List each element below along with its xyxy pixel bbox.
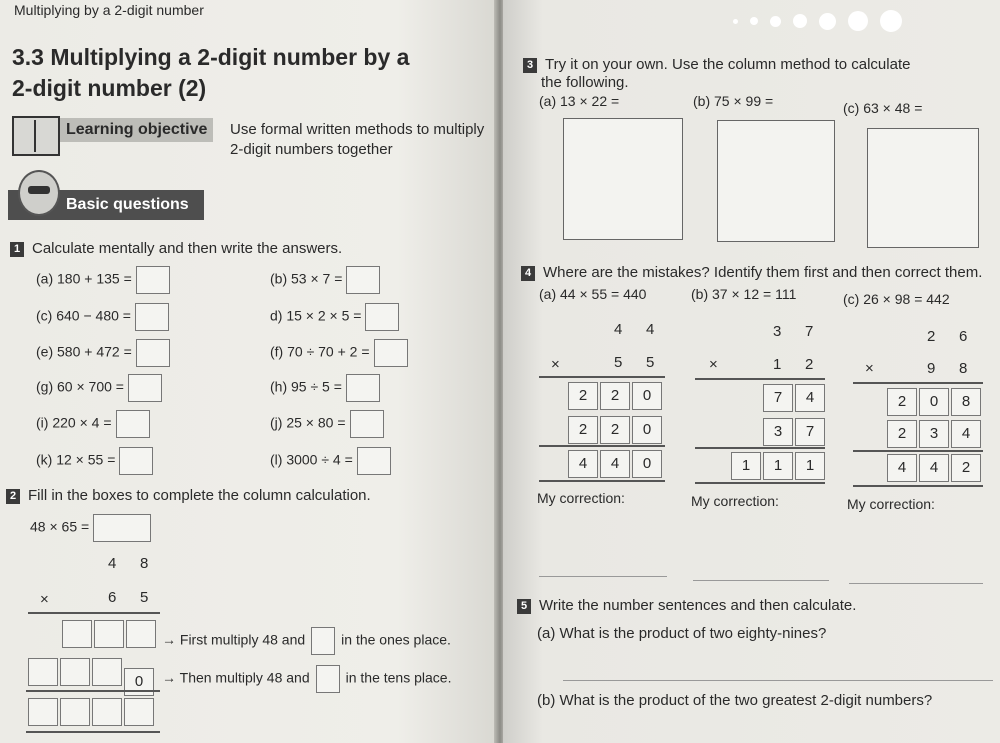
item-expr: 95 ÷ 5 =	[291, 378, 342, 395]
question-3	[523, 56, 963, 92]
right-page	[503, 0, 1000, 743]
calc-line	[539, 445, 665, 447]
q2-result-row	[28, 698, 156, 731]
calc-line	[695, 482, 825, 484]
dot-icon	[819, 13, 836, 30]
times-sign: ×	[709, 356, 718, 373]
digit-cell: 2	[600, 416, 630, 444]
digit-cell: 1	[763, 452, 793, 480]
question-text: the following.	[541, 74, 629, 91]
digit: 7	[805, 323, 814, 340]
digit: 6	[959, 328, 968, 345]
calc-line	[539, 376, 665, 378]
item-expr: 13 × 22 =	[560, 93, 620, 109]
q1-item-i	[36, 410, 150, 438]
question-number: 5	[517, 599, 531, 614]
digit: 8	[959, 360, 968, 377]
answer-box[interactable]	[119, 447, 153, 475]
dot-icon	[733, 19, 738, 24]
digit-cell: 4	[919, 454, 949, 482]
item-expr: 580 + 472 =	[57, 343, 132, 360]
item-expr: 70 ÷ 70 + 2 =	[287, 343, 370, 360]
correction-label-b: My correction:	[691, 493, 779, 509]
q4a-row-1	[568, 382, 664, 410]
answer-box[interactable]	[136, 266, 170, 294]
item-expr: 37 × 12 = 111	[712, 286, 797, 302]
item-expr: 53 × 7 =	[291, 270, 343, 287]
answer-box[interactable]	[136, 339, 170, 367]
times-sign: ×	[865, 360, 874, 377]
q4-item-a	[539, 286, 646, 302]
digit-cell: 2	[568, 382, 598, 410]
item-label: (c)	[36, 307, 53, 324]
answer-box[interactable]	[135, 303, 169, 331]
dot-icon	[880, 10, 902, 32]
left-page	[0, 0, 497, 743]
decorative-dots	[733, 10, 914, 32]
correction-label-a: My correction:	[537, 490, 625, 506]
q3-work-box-b[interactable]	[717, 120, 835, 242]
digit-cell: 8	[951, 388, 981, 416]
item-label: (c)	[843, 100, 860, 116]
q4c-row-1	[887, 388, 983, 416]
item-expr: 26 × 98 = 442	[863, 291, 950, 307]
item-label: d)	[270, 307, 283, 324]
digit: 8	[140, 555, 149, 572]
item-text: What is the product of the two greatest 2-digit numbers?	[559, 692, 933, 709]
question-text: Calculate mentally and then write the answers.	[32, 240, 343, 257]
question-number: 3	[523, 58, 537, 73]
objective-label: Learning objective	[60, 118, 213, 142]
digit-cell: 2	[887, 388, 917, 416]
digit-cell: 7	[763, 384, 793, 412]
question-number: 2	[6, 489, 20, 504]
item-label: (l)	[270, 451, 283, 468]
calc-line	[853, 450, 983, 452]
question-text: Where are the mistakes? Identify them first and then correct them.	[543, 264, 983, 281]
item-label: (i)	[36, 414, 49, 431]
chapter-header: Multiplying by a 2-digit number	[14, 2, 204, 18]
section-label: Basic questions	[66, 196, 189, 213]
item-expr: 44 × 55 = 440	[560, 286, 647, 302]
calc-line	[26, 690, 160, 692]
dot-icon	[750, 17, 758, 25]
q3-item-a	[539, 93, 619, 109]
q4-item-b	[691, 286, 796, 302]
q1-item-d	[270, 303, 399, 331]
lesson-title	[12, 42, 472, 104]
q4a-result	[568, 450, 664, 478]
item-label: (j)	[270, 414, 283, 431]
answer-line[interactable]	[539, 576, 667, 577]
q4b-row-1	[763, 384, 827, 412]
q2-expr: 48 × 65 =	[30, 518, 90, 535]
q1-item-g	[36, 374, 162, 402]
q1-item-c	[36, 303, 169, 331]
item-expr: 180 + 135 =	[57, 270, 132, 287]
digit-cell: 7	[795, 418, 825, 446]
digit-box[interactable]	[92, 658, 122, 686]
q1-item-e	[36, 339, 170, 367]
item-label: (k)	[36, 451, 53, 468]
digit: 2	[927, 328, 936, 345]
answer-box[interactable]	[350, 410, 384, 438]
digit-cell: 0	[919, 388, 949, 416]
answer-line[interactable]	[849, 583, 983, 584]
lesson-title-line-1: 3.3 Multiplying a 2-digit number by a	[12, 44, 410, 70]
item-label: (b)	[270, 270, 288, 287]
digit-cell: 2	[951, 454, 981, 482]
q4-item-c	[843, 291, 950, 307]
digit-cell: 4	[600, 450, 630, 478]
digit: 4	[646, 321, 655, 338]
digit-box[interactable]	[92, 698, 122, 726]
answer-line[interactable]	[693, 580, 829, 581]
q5-item-b	[537, 692, 932, 709]
times-sign: ×	[40, 591, 49, 608]
q4b-row-2	[763, 418, 827, 446]
calc-line	[28, 612, 160, 614]
question-text: Try it on your own. Use the column method to calculate	[545, 56, 911, 73]
item-expr: 220 × 4 =	[52, 414, 112, 431]
digit-box[interactable]	[126, 620, 156, 648]
item-expr: 3000 ÷ 4 =	[286, 451, 353, 468]
answer-box[interactable]	[357, 447, 391, 475]
answer-box[interactable]	[374, 339, 408, 367]
digit-box[interactable]	[60, 698, 90, 726]
digit-cell: 2	[568, 416, 598, 444]
digit-cell: 1	[795, 452, 825, 480]
answer-box[interactable]	[93, 514, 151, 542]
digit: 5	[646, 354, 655, 371]
digit-cell: 4	[795, 384, 825, 412]
question-text: Write the number sentences and then calculate.	[539, 597, 857, 614]
item-expr: 63 × 48 =	[863, 100, 923, 116]
digit-cell: 1	[731, 452, 761, 480]
answer-line[interactable]	[563, 680, 993, 681]
question-1	[10, 240, 342, 257]
dot-icon	[848, 11, 868, 31]
item-label: (a)	[539, 93, 557, 109]
q4c-row-2	[887, 420, 983, 448]
item-label: (a)	[36, 270, 54, 287]
digit-box[interactable]	[124, 698, 154, 726]
objective-line-2: 2-digit numbers together	[230, 141, 393, 158]
item-label: (b)	[691, 286, 709, 302]
q1-item-a	[36, 266, 170, 294]
item-label: (e)	[36, 343, 54, 360]
q1-item-f	[270, 339, 408, 367]
q1-item-h	[270, 374, 380, 402]
item-label: (b)	[693, 93, 711, 109]
q3-item-b	[693, 93, 773, 109]
q2-expression	[30, 514, 151, 542]
item-label: (a)	[539, 286, 557, 302]
q1-item-j	[270, 410, 384, 438]
digit-box[interactable]	[60, 658, 90, 686]
digit-box[interactable]	[62, 620, 92, 648]
q3-work-box-c[interactable]	[867, 128, 979, 248]
q1-item-l	[270, 447, 391, 475]
digit: 5	[140, 589, 149, 606]
times-sign: ×	[551, 356, 560, 373]
digit: 1	[773, 356, 782, 373]
mascot-icon	[18, 170, 60, 216]
q1-item-b	[270, 266, 380, 294]
calc-line	[695, 447, 825, 449]
step-text: → Then multiply 48 and	[162, 669, 310, 686]
answer-box[interactable]	[346, 374, 380, 402]
calc-line	[695, 378, 825, 380]
q3-work-box-a[interactable]	[563, 118, 683, 240]
step-text: → First multiply 48 and	[162, 631, 306, 648]
objective-line-1: Use formal written methods to multiply	[230, 121, 485, 138]
answer-box[interactable]	[311, 627, 335, 655]
digit-cell: 2	[887, 420, 917, 448]
dot-icon	[793, 14, 807, 28]
digit: 5	[614, 354, 623, 371]
calc-line	[853, 382, 983, 384]
digit-cell: 0	[632, 450, 662, 478]
item-expr: 15 × 2 × 5 =	[286, 307, 362, 324]
item-text: What is the product of two eighty-nines?	[559, 625, 827, 642]
digit: 2	[805, 356, 814, 373]
step-text: in the tens place.	[345, 669, 452, 686]
q4b-result	[731, 452, 827, 480]
q4a-row-2	[568, 416, 664, 444]
answer-box[interactable]	[116, 410, 150, 438]
q5-item-a	[537, 625, 826, 642]
question-text: Fill in the boxes to complete the column calculation.	[28, 487, 371, 504]
digit: 4	[108, 555, 117, 572]
question-number: 4	[521, 266, 535, 281]
item-label: (g)	[36, 378, 54, 395]
item-expr: 75 × 99 =	[714, 93, 774, 109]
item-expr: 60 × 700 =	[57, 378, 124, 395]
correction-label-c: My correction:	[847, 496, 935, 512]
step-text: in the ones place.	[341, 631, 451, 648]
item-label: (h)	[270, 378, 288, 395]
digit-cell: 3	[919, 420, 949, 448]
q2-step-2	[162, 665, 451, 693]
item-label: (b)	[537, 692, 556, 709]
digit-box[interactable]	[28, 658, 58, 686]
objective-text	[230, 120, 492, 160]
book-icon	[12, 116, 60, 156]
q2-row-1	[62, 620, 158, 653]
digit: 4	[614, 321, 623, 338]
dot-icon	[770, 16, 781, 27]
item-expr: 25 × 80 =	[286, 414, 346, 431]
digit-cell: 4	[951, 420, 981, 448]
calc-line	[26, 731, 160, 733]
question-2	[6, 487, 371, 504]
digit-cell: 0	[632, 382, 662, 410]
digit: 3	[773, 323, 782, 340]
q1-item-k	[36, 447, 153, 475]
lesson-title-line-2: 2-digit number (2)	[12, 75, 207, 101]
digit: 9	[927, 360, 936, 377]
digit-cell: 4	[568, 450, 598, 478]
digit: 6	[108, 589, 117, 606]
answer-box[interactable]	[316, 665, 340, 693]
item-expr: 12 × 55 =	[56, 451, 116, 468]
question-4	[521, 264, 982, 281]
answer-box[interactable]	[128, 374, 162, 402]
item-label: (c)	[843, 291, 860, 307]
digit-box[interactable]	[28, 698, 58, 726]
zero-box: 0	[124, 668, 154, 696]
item-label: (a)	[537, 625, 556, 642]
item-expr: 640 − 480 =	[56, 307, 131, 324]
answer-box[interactable]	[346, 266, 380, 294]
calc-line	[853, 485, 983, 487]
q3-item-c	[843, 100, 922, 116]
calc-line	[539, 480, 665, 482]
answer-box[interactable]	[365, 303, 399, 331]
q2-step-1	[162, 627, 451, 655]
digit-cell: 4	[887, 454, 917, 482]
question-5	[517, 597, 856, 614]
digit-box[interactable]	[94, 620, 124, 648]
q4c-result	[887, 454, 983, 482]
question-number: 1	[10, 242, 24, 257]
digit-cell: 2	[600, 382, 630, 410]
item-label: (f)	[270, 343, 284, 360]
digit-cell: 0	[632, 416, 662, 444]
digit-cell: 3	[763, 418, 793, 446]
